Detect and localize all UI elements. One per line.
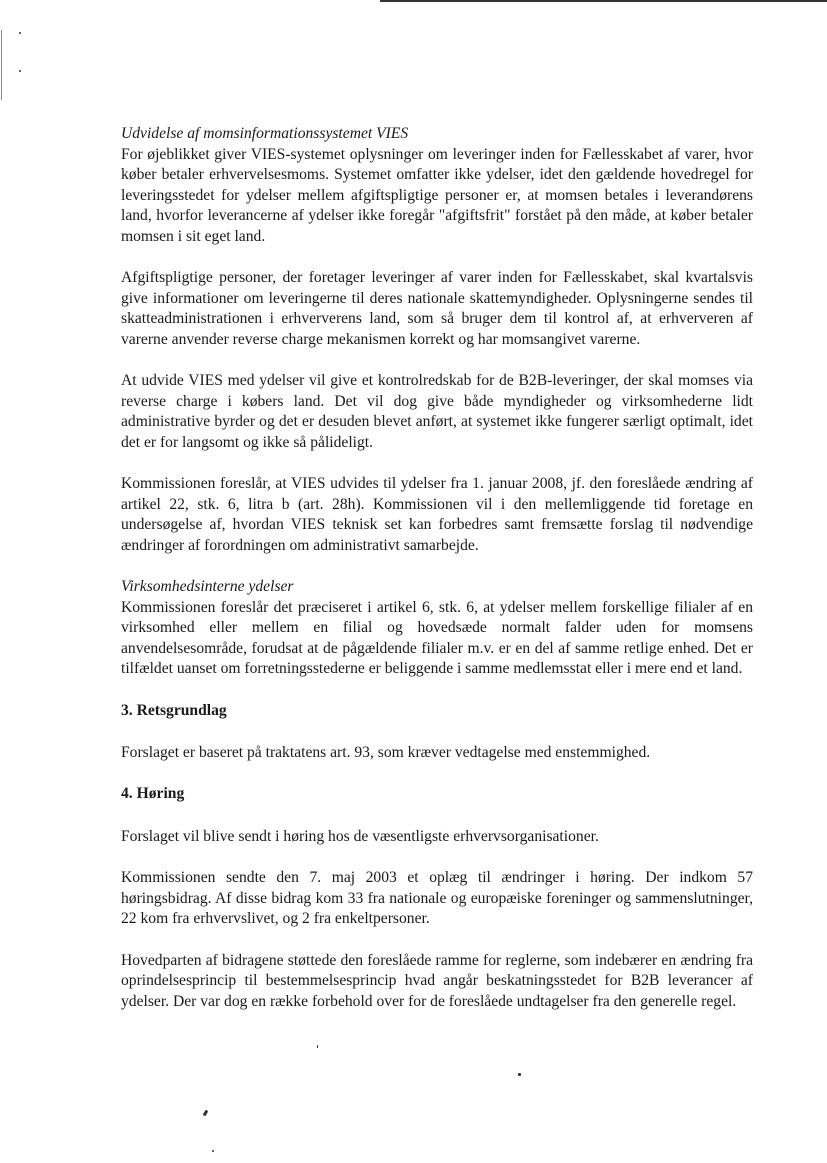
scan-left-edge-mark bbox=[1, 30, 2, 100]
paragraph-text: Kommissionen foreslår det præciseret i artikel 6, stk. 6, at ydelser mellem forskellige filialer af en virksomhed eller mellem en filial og hovedsæde normalt falder uden for momsens anvendelsesområde, forudsat at de pågældende filialer m.v. er en del af samme retlige enhed. Det er tilfældet uanset om forretningsstederne er beliggende i samme medlemsstat eller i mere end et land. bbox=[121, 598, 753, 678]
scan-speck bbox=[19, 70, 21, 72]
paragraph-internal-1 bbox=[121, 577, 753, 680]
paragraph-legal-1: Forslaget er baseret på traktatens art. 93, som kræver vedtagelse med enstemmighed. bbox=[121, 744, 651, 762]
section-heading-legal-basis: 3. Retsgrundlag bbox=[121, 701, 227, 719]
paragraph-hearing-1: Forslaget vil blive sendt i høring hos de væsentligste erhvervsorganisationer. bbox=[121, 828, 599, 845]
scan-speck bbox=[19, 32, 21, 34]
section-heading-hearing: 4. Høring bbox=[121, 785, 185, 803]
paragraph-vies-4: Kommissionen foreslår, at VIES udvides til ydelser fra 1. januar 2008, jf. den foreslåede ændring af artikel 22, stk. 6, litra b (art. 28h). Kommissionen vil i den mellemliggende tid foretage en undersøgelse af, hvordan VIES teknisk set kan forbedres samt fremsætte forslag til nødvendige ændringer af forordningen om administrativt samarbejde. bbox=[121, 475, 753, 554]
scan-speck bbox=[317, 1045, 318, 1048]
subheading-vies: Udvidelse af momsinformationssystemet VIES bbox=[121, 125, 409, 142]
scan-speck bbox=[203, 1110, 209, 1117]
document-body bbox=[121, 124, 753, 1033]
paragraph-hearing-3: Hovedparten af bidragene støttede den foreslåede ramme for reglerne, som indebærer en ændring fra oprindelsesprincip til bestemmelsesprincip hvad angår beskatningsstedet for B2B leverancer af ydelser. Der var dog en række forbehold over for de foreslåede undtagelser fra den generelle regel. bbox=[121, 951, 753, 1010]
paragraph-vies-2: Afgiftspligtige personer, der foretager leveringer af varer inden for Fællesskabet, skal kvartalsvis give informationer om leveringerne til deres nationale skattemyndigheder. Oplysningerne sendes til skatteadministrationen i erhververens land, som så bruger dem til kontrol af, at erhververen af varerne anvender reverse charge mekanismen korrekt og har momsangivet varerne. bbox=[121, 269, 753, 348]
paragraph-hearing-2: Kommissionen sendte den 7. maj 2003 et oplæg til ændringer i høring. Der indkom 57 høringsbidrag. Af disse bidrag kom 33 fra nationale og europæiske foreninger og sammenslutninger, 22 kom fra erhvervslivet, og 2 fra enkeltpersoner. bbox=[121, 869, 753, 928]
paragraph-text: For øjeblikket giver VIES-systemet oplysninger om leveringer inden for Fællesskabet af varer, hvor køber betaler erhvervelsesmoms. Systemet omfatter ikke ydelser, idet den gældende hovedregel for leveringsstedet for ydelser mellem afgiftspligtige personer er, at momsen betales i leverandørens land, hvorfor leverancerne af ydelser ikke foregår "afgiftsfrit" forstået på den måde, at køber betaler momsen i sit eget land. bbox=[121, 145, 753, 245]
paragraph-vies-1 bbox=[121, 124, 753, 248]
scan-speck bbox=[212, 1150, 214, 1152]
scan-speck bbox=[518, 1073, 521, 1076]
paragraph-vies-3: At udvide VIES med ydelser vil give et kontrolredskab for de B2B-leveringer, der skal momses via reverse charge i købers land. Det vil dog give både myndigheder og virksomhederne lidt administrative byrder og det er desuden blevet anført, at systemet ikke fungerer særligt optimalt, idet det er for langsomt og ikke så pålideligt. bbox=[121, 372, 753, 451]
scan-top-border bbox=[380, 0, 827, 2]
subheading-internal-services: Virksomhedsinterne ydelser bbox=[121, 578, 294, 596]
